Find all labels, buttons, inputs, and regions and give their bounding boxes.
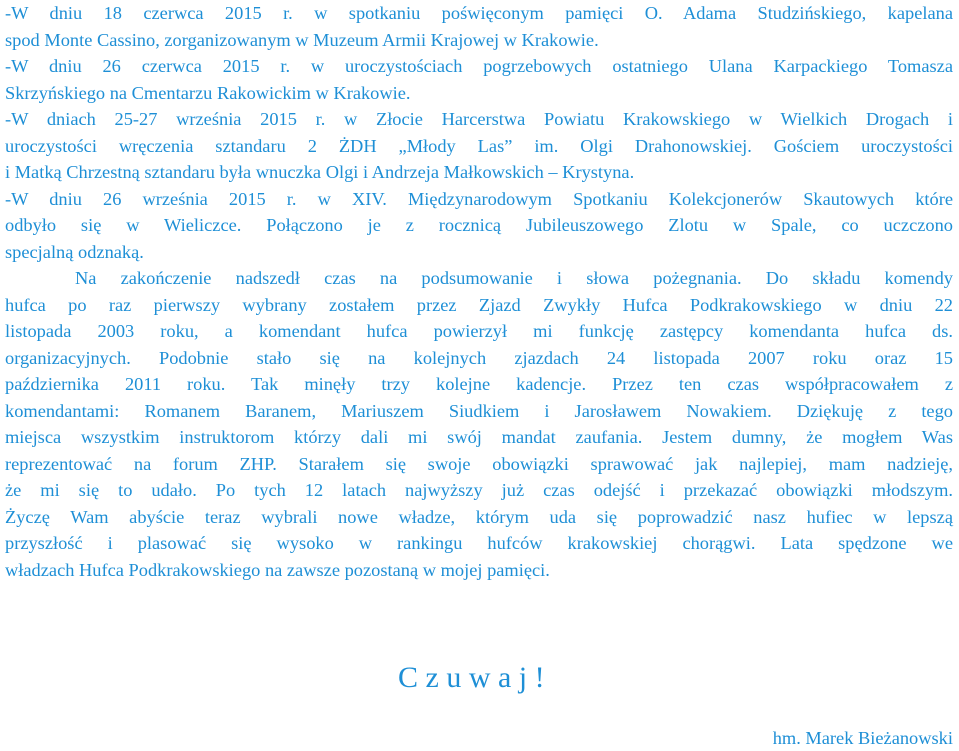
events-list xyxy=(5,0,953,265)
closing-greeting: C z u w a j ! xyxy=(398,661,545,694)
farewell-line: przyszłość i plasować się wysoko w rankingu hufców krakowskiej chorągwi. Lata spędzone we xyxy=(5,533,953,553)
farewell-line: organizacyjnych. Podobnie stało się na kolejnych zjazdach 24 listopada 2007 roku oraz 15 xyxy=(5,347,953,368)
farewell-line: komendantami: Romanem Baranem, Mariuszem Siudkiem i Jarosławem Nowakiem. Dziękuję z tego xyxy=(5,400,953,421)
event-line: -W dniu 26 czerwca 2015 r. w uroczystościach pogrzebowych ostatniego Ulana Karpackiego Tomasza xyxy=(5,56,953,76)
event-line: spod Monte Cassino, zorganizowanym w Muzeum Armii Krajowej w Krakowie. xyxy=(5,29,599,50)
event-line: -W dniach 25-27 września 2015 r. w Złocie Harcerstwa Powiatu Krakowskiego w Wielkich Drogach i xyxy=(5,109,953,129)
event-line: -W dniu 26 września 2015 r. w XIV. Międzynarodowym Spotkaniu Kolekcjonerów Skautowych które xyxy=(5,188,953,209)
event-line: i Matką Chrzestną sztandaru była wnuczka Olgi i Andrzeja Małkowskich – Krystyna. xyxy=(5,162,635,182)
document-body xyxy=(5,0,953,583)
farewell-line: hufca po raz pierwszy wybrany zostałem przez Zjazd Zwykły Hufca Podkrakowskiego w dniu 22 xyxy=(5,294,953,315)
farewell-line: Na zakończenie nadszedł czas na podsumowanie i słowa pożegnania. Do składu komendy xyxy=(75,268,953,288)
event-line: odbyło się w Wieliczce. Połączono je z rocznicą Jubileuszowego Zlotu w Spale, co uczczono xyxy=(5,215,953,235)
farewell-line: władzach Hufca Podkrakowskiego na zawsze pozostaną w mojej pamięci. xyxy=(5,559,550,580)
event-line: specjalną odznaką. xyxy=(5,241,144,262)
farewell-line: Życzę Wam abyście teraz wybrali nowe władze, którym uda się poprowadzić nasz hufiec w lepszą xyxy=(5,506,953,527)
event-line: Skrzyńskiego na Cmentarzu Rakowickim w Krakowie. xyxy=(5,82,411,103)
farewell-line: miejsca wszystkim instruktorom którzy dali mi swój mandat zaufania. Jestem dumny, że mogłem Was xyxy=(5,427,953,447)
farewell-paragraph xyxy=(5,265,953,583)
farewell-line: listopada 2003 roku, a komendant hufca powierzył mi funkcję zastępcy komendanta hufca ds. xyxy=(5,321,953,341)
farewell-line: października 2011 roku. Tak minęły trzy kolejne kadencje. Przez ten czas współpracowałem z xyxy=(5,374,953,394)
farewell-line: reprezentować na forum ZHP. Starałem się swoje obowiązki sprawować jak najlepiej, mam nadzieję, xyxy=(5,453,953,474)
farewell-line: że mi się to udało. Po tych 12 latach najwyższy już czas odejść i przekazać obowiązki młodszym. xyxy=(5,480,953,500)
signature: hm. Marek Bieżanowski xyxy=(772,728,953,748)
event-line: -W dniu 18 czerwca 2015 r. w spotkaniu poświęconym pamięci O. Adama Studzińskiego, kapelana xyxy=(5,3,953,23)
event-line: uroczystości wręczenia sztandaru 2 ŻDH „Młody Las” im. Olgi Drahonowskiej. Gościem uroczystości xyxy=(5,135,953,156)
